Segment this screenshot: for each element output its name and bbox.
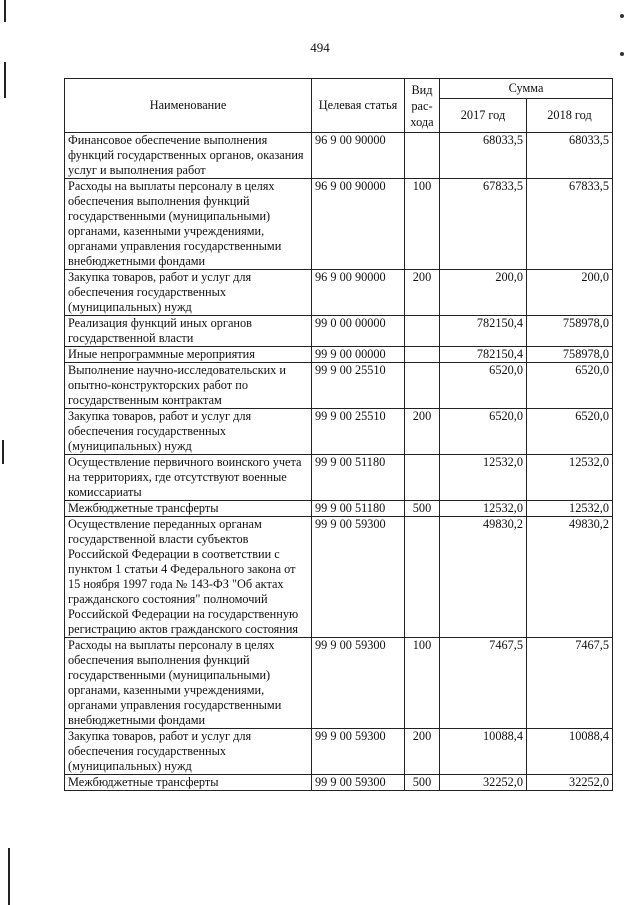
row-sum-2017: 68033,5 bbox=[440, 133, 527, 179]
row-sum-2017: 782150,4 bbox=[440, 316, 527, 347]
row-expense-type: 100 bbox=[405, 638, 440, 729]
table-row bbox=[65, 363, 613, 409]
row-sum-2018: 758978,0 bbox=[527, 316, 613, 347]
table-row bbox=[65, 638, 613, 729]
scan-edge-mark-bottom bbox=[8, 848, 10, 905]
row-sum-2017: 6520,0 bbox=[440, 409, 527, 455]
row-name: Межбюджетные трансферты bbox=[65, 775, 312, 791]
row-target-code: 99 9 00 59300 bbox=[312, 638, 405, 729]
row-expense-type: 500 bbox=[405, 775, 440, 791]
table-row bbox=[65, 455, 613, 501]
page-number: 494 bbox=[310, 40, 330, 55]
row-sum-2018: 67833,5 bbox=[527, 179, 613, 270]
header-year-2018: 2018 год bbox=[527, 99, 613, 133]
header-type-line2: рас- bbox=[411, 98, 433, 113]
row-expense-type bbox=[405, 363, 440, 409]
row-sum-2018: 6520,0 bbox=[527, 363, 613, 409]
row-expense-type bbox=[405, 347, 440, 363]
row-name: Осуществление первичного воинского учета на территориях, где отсутствуют военные комиссариаты bbox=[65, 455, 312, 501]
row-expense-type: 200 bbox=[405, 409, 440, 455]
row-name: Закупка товаров, работ и услуг для обеспечения государственных (муниципальных) нужд bbox=[65, 729, 312, 775]
header-sum: Сумма bbox=[440, 79, 613, 99]
row-target-code: 99 9 00 59300 bbox=[312, 775, 405, 791]
row-expense-type: 200 bbox=[405, 729, 440, 775]
row-target-code: 99 9 00 00000 bbox=[312, 347, 405, 363]
row-name: Закупка товаров, работ и услуг для обеспечения государственных (муниципальных) нужд bbox=[65, 270, 312, 316]
row-name: Межбюджетные трансферты bbox=[65, 501, 312, 517]
row-expense-type: 500 bbox=[405, 501, 440, 517]
scan-edge-mark-middle bbox=[2, 440, 4, 464]
table-row bbox=[65, 729, 613, 775]
row-name: Расходы на выплаты персоналу в целях обеспечения выполнения функций государственными (муниципальными) органами, казенными учреждениями, органами управления государственными внебюджетными фондами bbox=[65, 638, 312, 729]
row-target-code: 99 9 00 25510 bbox=[312, 363, 405, 409]
table-row bbox=[65, 775, 613, 791]
header-name: Наименование bbox=[65, 79, 312, 133]
header-target bbox=[312, 79, 405, 133]
row-name: Реализация функций иных органов государственной власти bbox=[65, 316, 312, 347]
header-row bbox=[65, 79, 613, 99]
row-target-code: 99 9 00 25510 bbox=[312, 409, 405, 455]
table-row bbox=[65, 347, 613, 363]
table-row bbox=[65, 270, 613, 316]
row-expense-type bbox=[405, 455, 440, 501]
row-expense-type: 100 bbox=[405, 179, 440, 270]
row-target-code: 96 9 00 90000 bbox=[312, 179, 405, 270]
row-sum-2017: 67833,5 bbox=[440, 179, 527, 270]
row-target-code: 99 0 00 00000 bbox=[312, 316, 405, 347]
row-sum-2018: 49830,2 bbox=[527, 517, 613, 638]
row-target-code: 99 9 00 59300 bbox=[312, 517, 405, 638]
row-expense-type bbox=[405, 517, 440, 638]
table-row bbox=[65, 316, 613, 347]
table-row bbox=[65, 133, 613, 179]
table-row bbox=[65, 517, 613, 638]
row-sum-2018: 758978,0 bbox=[527, 347, 613, 363]
row-sum-2018: 6520,0 bbox=[527, 409, 613, 455]
row-expense-type bbox=[405, 133, 440, 179]
scan-edge-mark-left bbox=[4, 62, 6, 98]
row-sum-2017: 32252,0 bbox=[440, 775, 527, 791]
row-sum-2017: 782150,4 bbox=[440, 347, 527, 363]
table-row bbox=[65, 179, 613, 270]
row-sum-2017: 200,0 bbox=[440, 270, 527, 316]
row-name: Расходы на выплаты персоналу в целях обеспечения выполнения функций государственными (муниципальными) органами, казенными учреждениями, органами управления государственными внебюджетными фондами bbox=[65, 179, 312, 270]
row-sum-2018: 10088,4 bbox=[527, 729, 613, 775]
budget-table bbox=[64, 78, 613, 791]
row-name: Финансовое обеспечение выполнения функций государственных органов, оказания услуг и выполнения работ bbox=[65, 133, 312, 179]
header-type-line3: хода bbox=[410, 114, 434, 129]
row-name: Выполнение научно-исследовательских и опытно-конструкторских работ по государственным контрактам bbox=[65, 363, 312, 409]
table-body bbox=[65, 133, 613, 791]
row-sum-2017: 49830,2 bbox=[440, 517, 527, 638]
row-target-code: 96 9 00 90000 bbox=[312, 133, 405, 179]
row-sum-2017: 12532,0 bbox=[440, 455, 527, 501]
header-year-2017: 2017 год bbox=[440, 99, 527, 133]
header-target-label: Целевая статья bbox=[318, 98, 398, 112]
row-sum-2017: 10088,4 bbox=[440, 729, 527, 775]
row-sum-2018: 7467,5 bbox=[527, 638, 613, 729]
header-type-line1: Вид bbox=[411, 82, 433, 97]
row-target-code: 96 9 00 90000 bbox=[312, 270, 405, 316]
row-target-code: 99 9 00 51180 bbox=[312, 455, 405, 501]
table-row bbox=[65, 501, 613, 517]
row-sum-2018: 200,0 bbox=[527, 270, 613, 316]
row-name: Закупка товаров, работ и услуг для обеспечения государственных (муниципальных) нужд bbox=[65, 409, 312, 455]
row-sum-2017: 7467,5 bbox=[440, 638, 527, 729]
row-expense-type bbox=[405, 316, 440, 347]
scan-dot bbox=[620, 14, 624, 18]
row-sum-2018: 12532,0 bbox=[527, 501, 613, 517]
table-row bbox=[65, 409, 613, 455]
row-sum-2018: 12532,0 bbox=[527, 455, 613, 501]
row-name: Осуществление переданных органам государственной власти субъектов Российской Федерации в соответствии с пунктом 1 статьи 4 Федерального закона от 15 ноября 1997 года № 143-ФЗ "Об актах гражданского состояния" полномочий Российской Федерации на государственную регистрацию актов гражданского состояния bbox=[65, 517, 312, 638]
row-name: Иные непрограммные мероприятия bbox=[65, 347, 312, 363]
scan-edge-mark-top bbox=[4, 0, 6, 22]
row-sum-2018: 68033,5 bbox=[527, 133, 613, 179]
row-target-code: 99 9 00 51180 bbox=[312, 501, 405, 517]
header-type bbox=[405, 79, 440, 133]
row-sum-2017: 12532,0 bbox=[440, 501, 527, 517]
row-sum-2018: 32252,0 bbox=[527, 775, 613, 791]
row-sum-2017: 6520,0 bbox=[440, 363, 527, 409]
row-expense-type: 200 bbox=[405, 270, 440, 316]
row-target-code: 99 9 00 59300 bbox=[312, 729, 405, 775]
